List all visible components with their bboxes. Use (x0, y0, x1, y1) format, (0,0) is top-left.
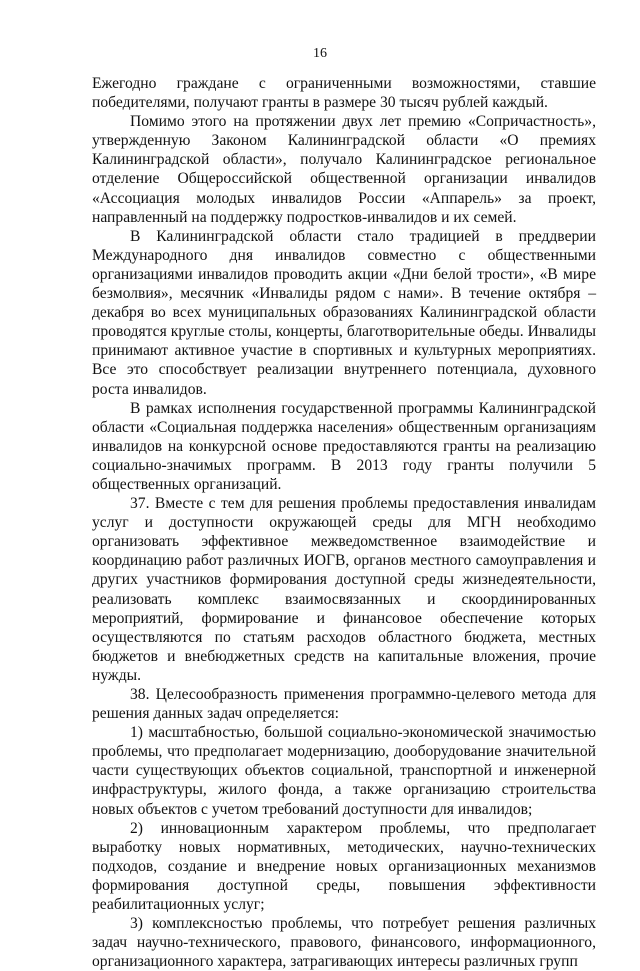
list-item-3: 3) комплексностью проблемы, что потребует решения различных задач научно-технического, правового, финансового, информационного, организационного характера, затрагивающих интересы различных групп (92, 915, 596, 971)
list-item-2: 2) инновационным характером проблемы, что предполагает выработку новых нормативных, методических, научно-технических подходов, создание и внедрение новых организационных механизмов формирования доступной среды, повышения эффективности реабилитационных услуг; (92, 819, 596, 914)
paragraph-soprichastnost-award: Помимо этого на протяжении двух лет премию «Сопричастность», утвержденную Законом Калининградской области «О премиях Калининградской области», получало Калининградское региональное отделение Общероссийской общественной организации инвалидов «Ассоциация молодых инвалидов России «Аппарель» за проект, направленный на поддержку подростков-инвалидов и их семей. (92, 113, 596, 226)
document-body (92, 74, 596, 971)
paragraph-grants-winners: Ежегодно граждане с ограниченными возможностями, ставшие победителями, получают гранты в размере 30 тысяч рублей каждый. (92, 75, 596, 112)
list-item-1: 1) масштабностью, большой социально-экономической значимостью проблемы, что предполагает модернизацию, дооборудование значительной части существующих объектов социальной, транспортной и инженерной инфраструктуры, жилого фонда, а также организацию строительства новых объектов с учетом требований доступности для инвалидов; (92, 724, 596, 818)
paragraph-item-38: 38. Целесообразность применения программно-целевого метода для решения данных задач определяется: (92, 686, 596, 723)
paragraph-state-program-grants: В рамках исполнения государственной программы Калининградской области «Социальная поддержка населения» общественным организациям инвалидов на конкурсной основе предоставляются гранты на реализацию социально-значимых программ. В 2013 году гранты получили 5 общественных организаций. (92, 399, 596, 493)
page-number: 16 (313, 46, 327, 61)
paragraph-item-37: 37. Вместе с тем для решения проблемы предоставления инвалидам услуг и доступности окружающей среды для МГН необходимо организовать эффективное межведомственное взаимодействие и координацию работ различных ИОГВ, органов местного самоуправления и других участников формирования доступной среды жизнедеятельности, реализовать комплекс взаимосвязанных и скоординированных мероприятий, формирование и финансовое обеспечение которых осуществляются по статьям расходов областного бюджета, местных бюджетов и внебюджетных средств на капитальные вложения, прочие нужды. (92, 495, 596, 684)
paragraph-disability-day-events: В Калининградской области стало традицией в преддверии Международного дня инвалидов совместно с общественными организациями инвалидов проводить акции «Дни белой трости», «В мире безмолвия», месячник «Инвалиды рядом с нами». В течение октября – декабря во всех муниципальных образованиях Калининградской области проводятся круглые столы, концерты, благотворительные обеды. Инвалиды принимают активное участие в спортивных и культурных мероприятиях. Все это способствует реализации внутреннего потенциала, духовного роста инвалидов. (92, 227, 596, 398)
